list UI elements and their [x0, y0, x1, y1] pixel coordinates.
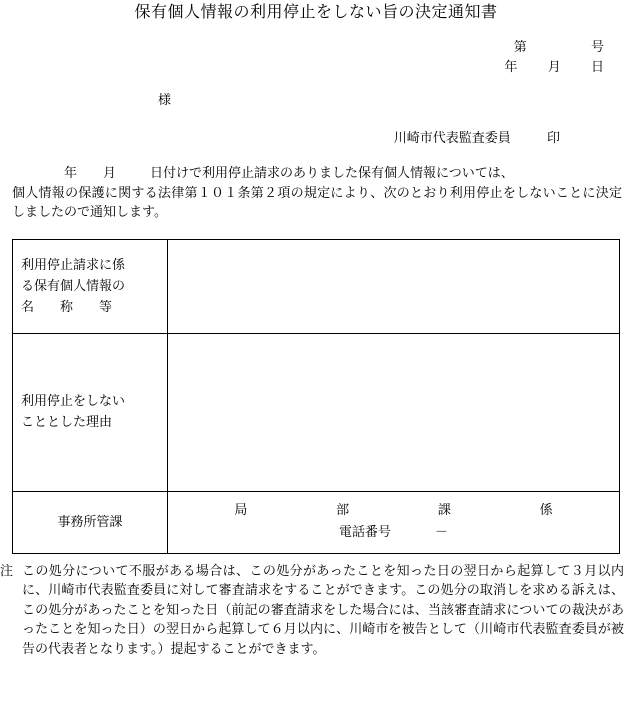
footnote-mark: 注 — [0, 563, 14, 579]
issuer-seal: 印 — [546, 131, 560, 146]
body-text-first: 日付けで利用停止請求のありました保有個人情報については、 — [150, 166, 514, 181]
phone-value: － — [435, 525, 449, 540]
document-date-line — [0, 58, 604, 78]
body-paragraph — [0, 164, 632, 223]
office-field-bureau: 局 — [234, 503, 248, 518]
row2-label-line-2: こととした理由 — [21, 415, 113, 430]
footnote-block — [0, 562, 632, 660]
row1-label-line-3: 名 称 等 — [21, 299, 113, 315]
table-row — [13, 333, 620, 491]
body-month: 月 — [103, 166, 117, 181]
row2-value-cell[interactable] — [168, 333, 620, 491]
office-field-section: 課 — [437, 503, 451, 518]
page-title: 保有個人情報の利用停止をしない旨の決定通知書 — [134, 2, 498, 21]
number-and-date-block — [0, 38, 632, 78]
body-year: 年 — [64, 166, 78, 181]
number-label: 第 — [513, 40, 527, 55]
row1-label-cell — [13, 239, 168, 333]
row2-label-cell — [13, 333, 168, 491]
document-number-line — [0, 38, 604, 58]
row1-label-line-1: 利用停止請求に係 — [21, 257, 126, 273]
table-row — [13, 239, 620, 333]
office-fields-line — [176, 501, 611, 521]
office-field-department: 部 — [336, 503, 350, 518]
number-unit: 号 — [590, 40, 604, 55]
issuer-name: 川崎市代表監査委員 — [393, 131, 511, 146]
office-field-subsection: 係 — [539, 503, 553, 518]
footnote-text: この処分について不服がある場合は、この処分があったことを知った日の翌日から起算して３月以内に、川崎市代表監査委員に対して審査請求をすることができます。この処分の取消しを求める訴えは、この処分があったことを知った日（前記の審査請求をした場合には、当該審査請求についての裁決があったことを知った日）の翌日から起算して６月以内に、川崎市を被告として（川崎市代表監査委員が被告の代表者となります。）提起することができます。 — [22, 563, 624, 657]
decision-table — [12, 239, 620, 554]
row2-label-line-1: 利用停止をしない — [21, 394, 126, 409]
row3-value-cell[interactable] — [168, 491, 620, 553]
date-year: 年 — [504, 60, 518, 75]
addressee-suffix: 様 — [158, 93, 172, 108]
date-month: 月 — [547, 60, 561, 75]
body-text-second: 個人情報の保護に関する法律第１０１条第２項の規定により、次のとおり利用停止をしないことに決定しましたので通知します。 — [12, 185, 622, 220]
addressee-line — [0, 92, 632, 110]
office-phone-line — [176, 521, 611, 543]
issuer-line — [0, 130, 632, 148]
table-row — [13, 491, 620, 553]
date-day: 日 — [590, 60, 604, 75]
row1-value-cell[interactable] — [168, 239, 620, 333]
phone-label: 電話番号 — [338, 525, 391, 540]
row3-label-cell: 事務所管課 — [13, 491, 168, 553]
row1-label-line-2: る保有個人情報の — [21, 278, 126, 294]
